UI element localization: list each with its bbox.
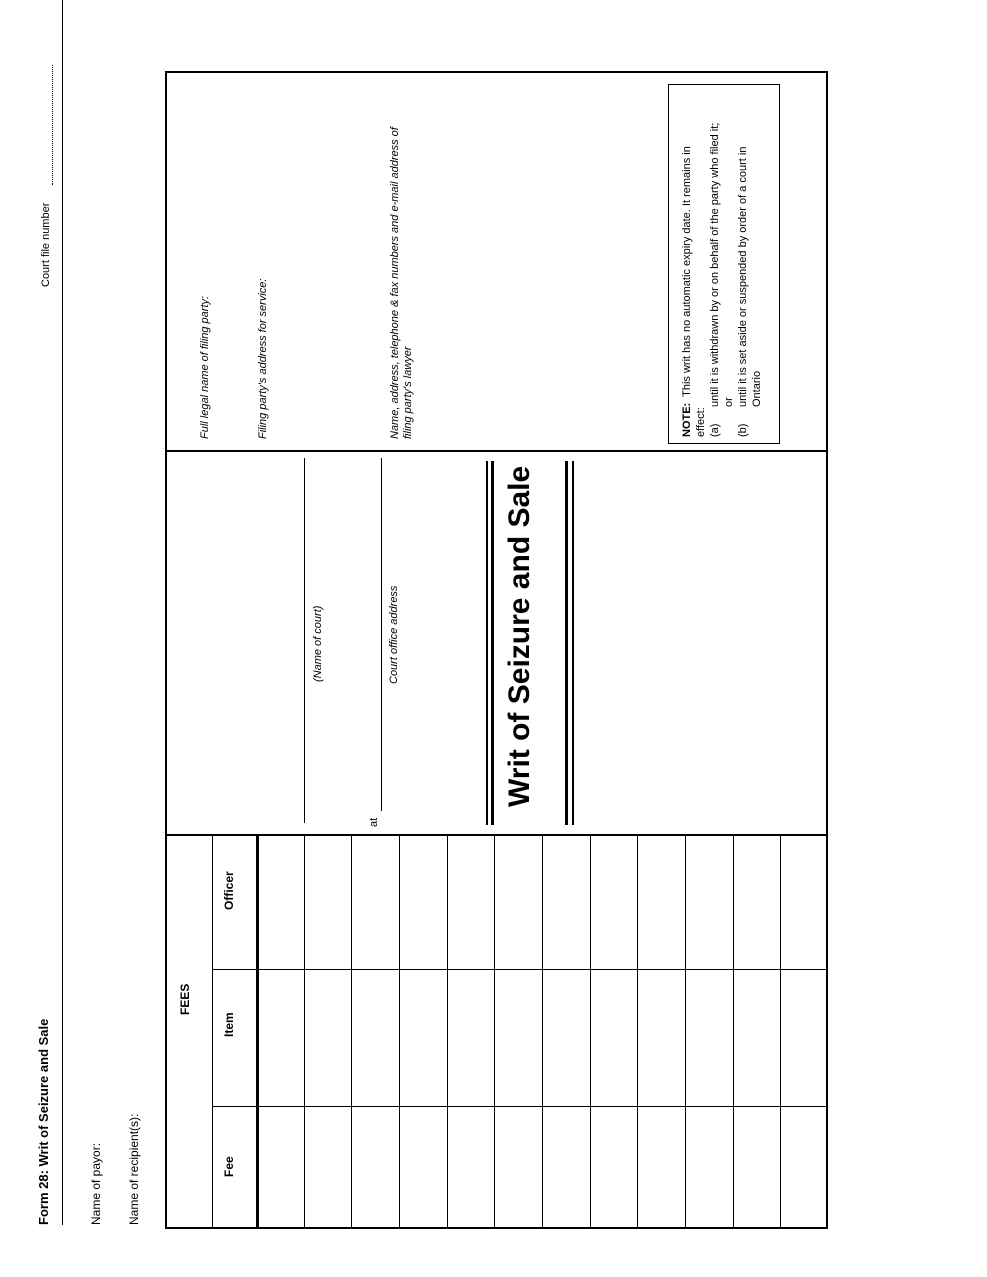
note-lead: NOTE: — [681, 402, 693, 437]
full-name-label: Full legal name of filing party: — [199, 295, 211, 439]
divider-fees-court — [165, 834, 828, 836]
item-cell[interactable] — [258, 972, 302, 1105]
lawyer-label-line1: Name, address, telephone & fax numbers and e-mail address of — [389, 127, 401, 439]
writ-title: Writ of Seizure and Sale — [503, 465, 536, 807]
payor-label: Name of payor: — [89, 1142, 103, 1225]
item-cell[interactable] — [735, 972, 779, 1105]
court-address-caption: Court office address — [388, 585, 400, 684]
court-at-label: at — [368, 817, 380, 827]
item-cell[interactable] — [592, 972, 636, 1105]
item-cell[interactable] — [782, 972, 826, 1105]
note-b-text1: until it is set aside or suspended by order of a court in — [737, 146, 749, 407]
court-file-number-label: Court file number — [40, 202, 52, 287]
officer-cell[interactable] — [687, 838, 731, 968]
officer-cell[interactable] — [735, 838, 779, 968]
note-line1 — [681, 146, 693, 437]
lawyer-label-line2: filing party's lawyer — [402, 346, 414, 439]
fee-cell[interactable] — [782, 1109, 826, 1227]
item-cell[interactable] — [639, 972, 683, 1105]
officer-cell[interactable] — [782, 838, 826, 968]
note-b-marker: (b) — [737, 423, 749, 437]
fees-col-fee: Fee — [222, 1156, 236, 1177]
fee-cell[interactable] — [449, 1109, 493, 1227]
officer-cell[interactable] — [639, 838, 683, 968]
fees-row-rule — [304, 836, 305, 1229]
officer-cell[interactable] — [496, 838, 540, 968]
item-cell[interactable] — [687, 972, 731, 1105]
item-cell[interactable] — [544, 972, 588, 1105]
item-cell[interactable] — [401, 972, 445, 1105]
court-name-caption: (Name of court) — [312, 605, 324, 682]
officer-cell[interactable] — [449, 838, 493, 968]
note-line2: effect: — [695, 407, 707, 437]
fees-row-rule — [447, 836, 448, 1229]
note-a-text: until it is withdrawn by or on behalf of the party who filed it; — [709, 122, 721, 407]
fees-row-rule — [685, 836, 686, 1229]
fees-row-rule — [494, 836, 495, 1229]
fee-cell[interactable] — [592, 1109, 636, 1227]
officer-cell[interactable] — [306, 838, 350, 968]
court-file-number-field[interactable] — [52, 65, 53, 185]
fees-col-officer: Officer — [222, 871, 236, 910]
recipients-label: Name of recipient(s): — [127, 1113, 141, 1225]
title-rule-top-1 — [486, 461, 488, 825]
form-title: Form 28: Writ of Seizure and Sale — [36, 1018, 51, 1225]
fee-cell[interactable] — [687, 1109, 731, 1227]
note-a-marker: (a) — [709, 423, 721, 437]
officer-cell[interactable] — [353, 838, 397, 968]
fees-row-rule — [637, 836, 638, 1229]
fee-cell[interactable] — [353, 1109, 397, 1227]
divider-court-filing — [165, 450, 828, 452]
fee-cell[interactable] — [496, 1109, 540, 1227]
officer-cell[interactable] — [592, 838, 636, 968]
item-cell[interactable] — [496, 972, 540, 1105]
fees-row-rule — [351, 836, 352, 1229]
fees-title-rule — [212, 836, 213, 1229]
fees-row-rule — [780, 836, 781, 1229]
title-rule-bottom-2 — [572, 461, 574, 825]
fee-cell[interactable] — [735, 1109, 779, 1227]
fee-cell[interactable] — [258, 1109, 302, 1227]
fees-row-rule — [733, 836, 734, 1229]
fee-cell[interactable] — [639, 1109, 683, 1227]
officer-cell[interactable] — [401, 838, 445, 968]
fees-row-rule — [590, 836, 591, 1229]
fee-cell[interactable] — [401, 1109, 445, 1227]
note-or: or — [723, 397, 735, 407]
fees-row-rule — [542, 836, 543, 1229]
fees-col-item: Item — [222, 1012, 236, 1037]
title-rule-bottom-1 — [565, 461, 568, 825]
address-for-service-label: Filing party's address for service: — [257, 278, 269, 439]
fees-row-rule — [399, 836, 400, 1229]
item-cell[interactable] — [353, 972, 397, 1105]
fees-title: FEES — [178, 983, 192, 1015]
note-text1: This writ has no automatic expiry date. It remains in — [681, 146, 693, 397]
note-b-text2: Ontario — [751, 370, 763, 407]
fee-cell[interactable] — [306, 1109, 350, 1227]
item-cell[interactable] — [449, 972, 493, 1105]
officer-cell[interactable] — [544, 838, 588, 968]
court-address-field[interactable] — [381, 458, 382, 811]
court-name-field[interactable] — [304, 458, 305, 823]
header-rule — [62, 0, 63, 1225]
title-rule-top-2 — [491, 461, 494, 825]
officer-cell[interactable] — [258, 838, 302, 968]
item-cell[interactable] — [306, 972, 350, 1105]
fee-cell[interactable] — [544, 1109, 588, 1227]
